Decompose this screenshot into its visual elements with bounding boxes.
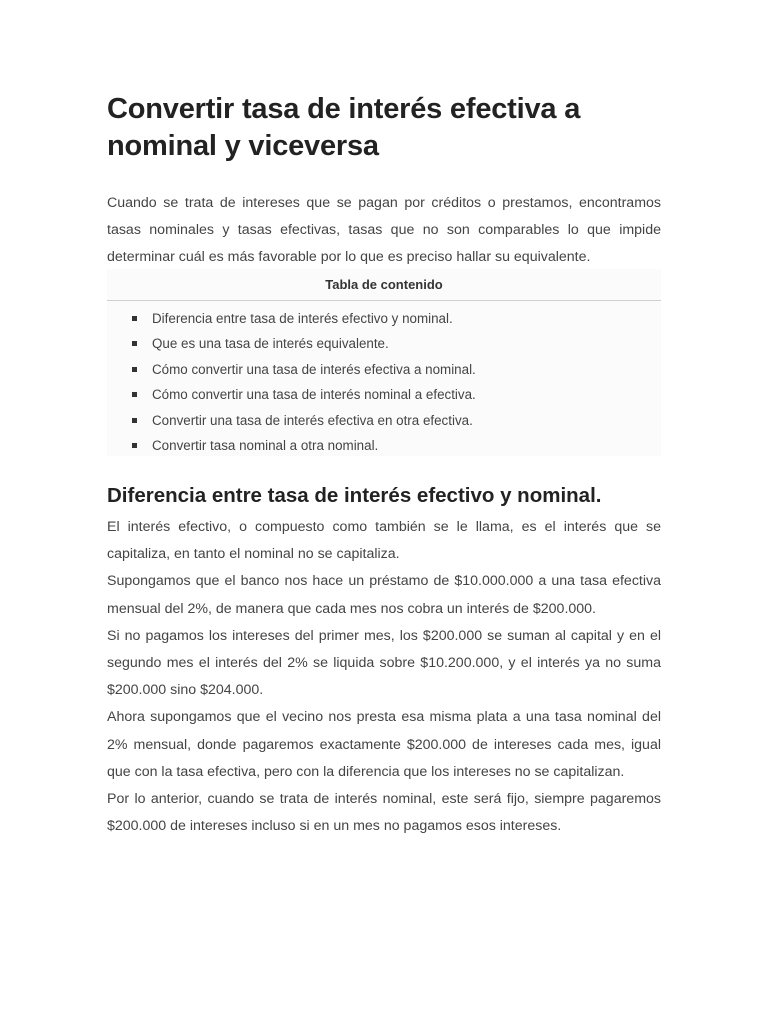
toc-item[interactable]: [107, 331, 661, 356]
toc-item-label[interactable]: Convertir una tasa de interés efectiva en otra efectiva.: [152, 412, 473, 428]
bullet-icon: [132, 341, 137, 346]
toc-item[interactable]: [107, 357, 661, 382]
body-paragraph: Ahora supongamos que el vecino nos presta esa misma plata a una tasa nominal del 2% mensual, donde pagaremos exactamente $200.000 de intereses cada mes, igual que con la tasa efectiva, pero con la diferencia que los intereses no se capitalizan.: [107, 709, 661, 780]
body-paragraph: Si no pagamos los intereses del primer mes, los $200.000 se suman al capital y en el segundo mes el interés del 2% se liquida sobre $10.200.000, y el interés ya no suma $200.000 sino $204.000.: [107, 627, 661, 699]
toc-item-label[interactable]: Que es una tasa de interés equivalente.: [152, 336, 389, 352]
table-of-contents: [107, 269, 661, 456]
bullet-icon: [132, 392, 137, 397]
page-title: Convertir tasa de interés efectiva a nominal y viceversa: [107, 93, 581, 162]
toc-item[interactable]: [107, 433, 661, 458]
body-paragraph: Supongamos que el banco nos hace un préstamo de $10.000.000 a una tasa efectiva mensual del 2%, de manera que cada mes nos cobra un interés de $200.000.: [107, 573, 661, 617]
bullet-icon: [132, 316, 137, 321]
intro-paragraph: Cuando se trata de intereses que se pagan por créditos o prestamos, encontramos tasas nominales y tasas efectivas, tasas que no son comparables lo que impide determinar cuál es más favorable por lo que es preciso hallar su equivalente.: [107, 195, 661, 266]
toc-item-label[interactable]: Convertir tasa nominal a otra nominal.: [152, 437, 379, 453]
toc-item-label[interactable]: Diferencia entre tasa de interés efectivo y nominal.: [152, 311, 453, 326]
toc-item-label[interactable]: Cómo convertir una tasa de interés efectiva a nominal.: [152, 361, 476, 377]
section-body: [107, 514, 661, 840]
toc-list: [107, 301, 661, 458]
body-paragraph: Por lo anterior, cuando se trata de interés nominal, este será fijo, siempre pagaremos $200.000 de intereses incluso si en un mes no pagamos esos intereses.: [107, 791, 661, 835]
bullet-icon: [132, 418, 137, 423]
toc-item[interactable]: [107, 382, 661, 407]
toc-item-label[interactable]: Cómo convertir una tasa de interés nominal a efectiva.: [152, 387, 476, 403]
section-heading: Diferencia entre tasa de interés efectivo y nominal.: [107, 484, 602, 507]
bullet-icon: [132, 367, 137, 372]
bullet-icon: [132, 443, 137, 448]
toc-title: Tabla de contenido: [107, 269, 661, 301]
body-paragraph: El interés efectivo, o compuesto como también se le llama, es el interés que se capitaliza, en tanto el nominal no se capitaliza.: [107, 519, 661, 563]
toc-item[interactable]: [107, 306, 661, 331]
toc-item[interactable]: [107, 408, 661, 433]
